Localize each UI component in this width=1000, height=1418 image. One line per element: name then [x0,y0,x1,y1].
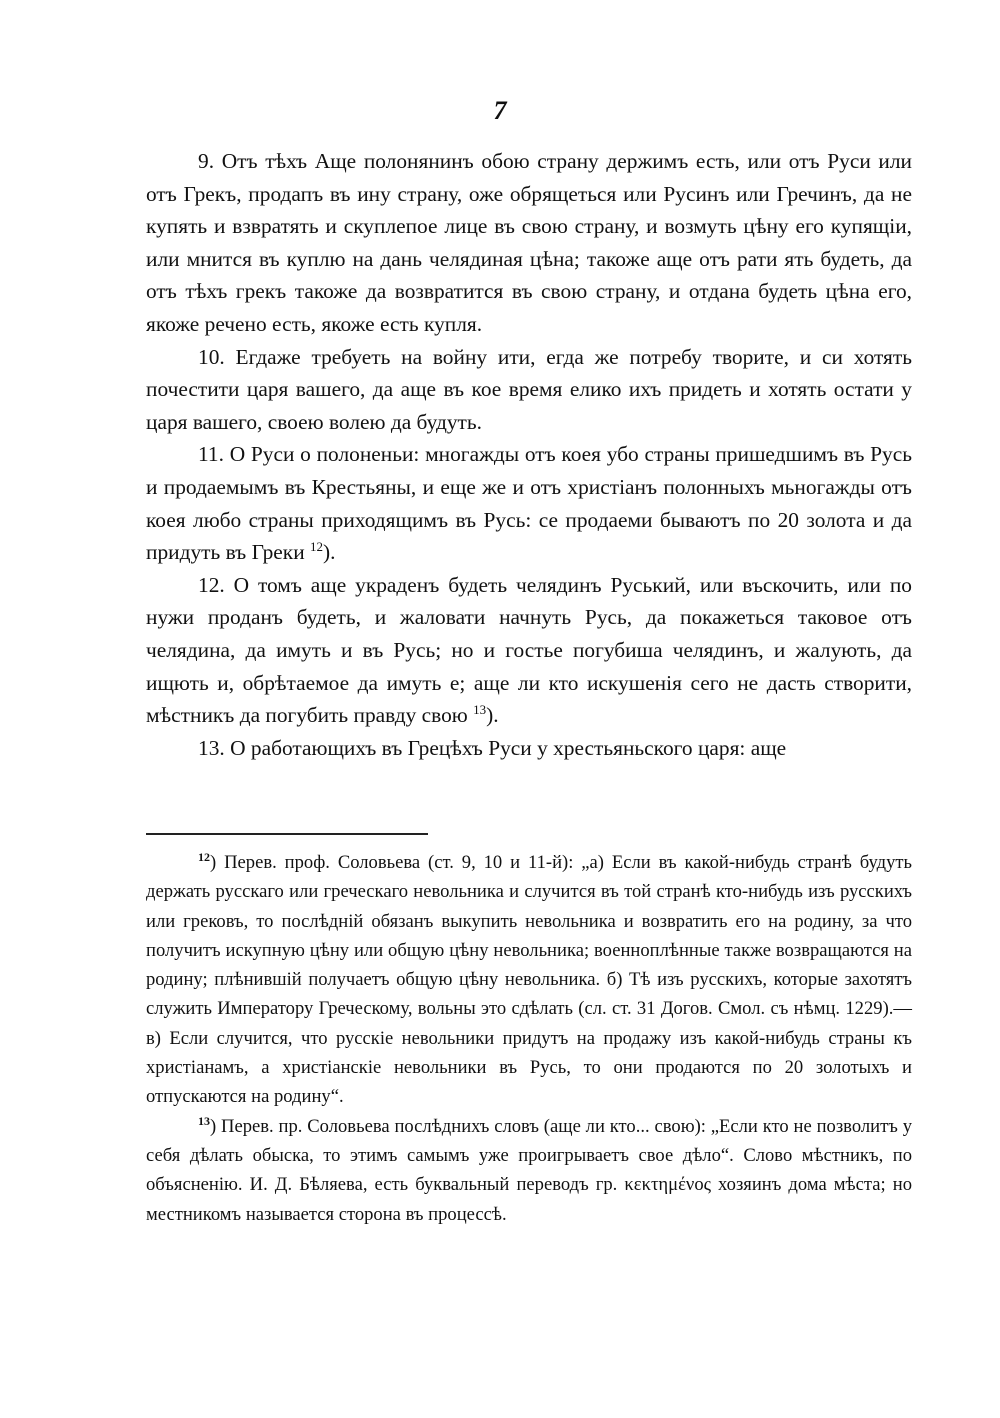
paragraph-10-text: 10. Егдаже требуеть на войну ити, егда же потребу творите, и си хотять почестити царя вашего, да аще въ кое время елико ихъ придеть и хотять остати у царя вашего, своею волею да будуть. [146,344,912,434]
footnote-13-mark: 13 [198,1113,210,1128]
paragraph-11 [146,438,912,568]
footnotes [146,848,912,1229]
paragraph-9-text: 9. Отъ тѣхъ Аще полонянинъ обою страну держимъ есть, или отъ Руси или отъ Грекъ, продапъ въ ину страну, оже обрящеться или Русинъ или Гречинъ, да не купять и взвратять и скуплепое лице въ свою страну, и возмуть цѣну его купящіи, или мнится въ куплю на дань челядиная цѣна; такожe аще отъ рати ять будеть, да отъ тѣхъ грекъ такоже да возвратится въ свою страну, и отдана будеть цѣна его, якоже речено есть, якоже есть купля. [146,149,912,336]
paragraph-13-text: 13. О работающихъ въ Грецѣхъ Руси у хрестьяньского царя: аще [198,735,787,760]
paragraph-10 [146,341,912,439]
paragraph-9 [146,145,912,341]
footnote-13-text: ) Перев. пр. Соловьева послѣднихъ словъ (аще ли кто... свою): „Если кто не позволитъ у себя дѣлать обыска, то этимъ самымъ уже проигрываетъ свое дѣло“. Слово мѣстникъ, по объясненію. И. Д. Бѣляева, есть буквальный переводъ гр. κεκτημένος хозяинъ дома мѣста; но местникомъ называется сторона въ процессѣ. [146,1115,912,1225]
page-number: 7 [493,96,507,125]
main-text [146,145,912,764]
footnote-13 [146,1112,912,1229]
footnote-reference-12: 12 [310,539,324,555]
footnote-reference-13: 13 [473,702,487,718]
footnote-12-text: ) Перев. проф. Соловьева (ст. 9, 10 и 11-й): „а) Если въ какой-нибудь странѣ будуть держать русскаго или греческаго невольника и случится въ той странѣ кто-нибудь изъ русскихъ или грековъ, то послѣдній обязанъ выкупить невольника и возвратить его на родину, за что получитъ искупную цѣну или общую цѣну невольника; военноплѣнные также возвращаются на родину; плѣнившій получаетъ общую цѣну невольника. б) Тѣ изъ русскихъ, которые захотятъ служить Императору Греческому, вольны это сдѣлать (сл. ст. 31 Догов. Смол. съ нѣмц. 1229).—в) Если случится, что русскіе невольники придутъ на продажу изъ какой-нибудь страны къ христіанамъ, а христіанскіе невольники въ Русь, то они продаются по 20 золотыхъ и отпускаются на родину“. [146,852,912,1108]
paragraph-11-tail: ). [323,540,336,565]
paragraph-13 [146,732,912,765]
footnote-divider [146,833,428,835]
footnote-12 [146,848,912,1112]
footnote-12-mark: 12 [198,850,210,864]
paragraph-12 [146,569,912,732]
paragraph-12-tail: ). [486,703,499,728]
paragraph-11-text: 11. О Руси о полоненьи: многажды отъ коея убо страны пришедшимъ въ Русь и продаемымъ въ Крестьяны, и еще же и отъ христіанъ полонныхъ мьногажды отъ коея любо страны приходящимъ въ Русь: се продаеми бываютъ по 20 золота и да придуть въ Греки [146,442,912,565]
paragraph-12-text: 12. О томъ аще украденъ будеть челядинъ Руський, или въскочить, или по нужи проданъ будеть, и жаловати начнуть Русь, да покажеться таковое отъ челядина, да имуть и въ Русь; но и гостье погубиша челядинъ, и жалують, да ищють и, обрѣтаемое да имуть е; аще ли кто искушенія сего не дасть створити, мѣстникъ да погубить правду свою [146,572,912,728]
